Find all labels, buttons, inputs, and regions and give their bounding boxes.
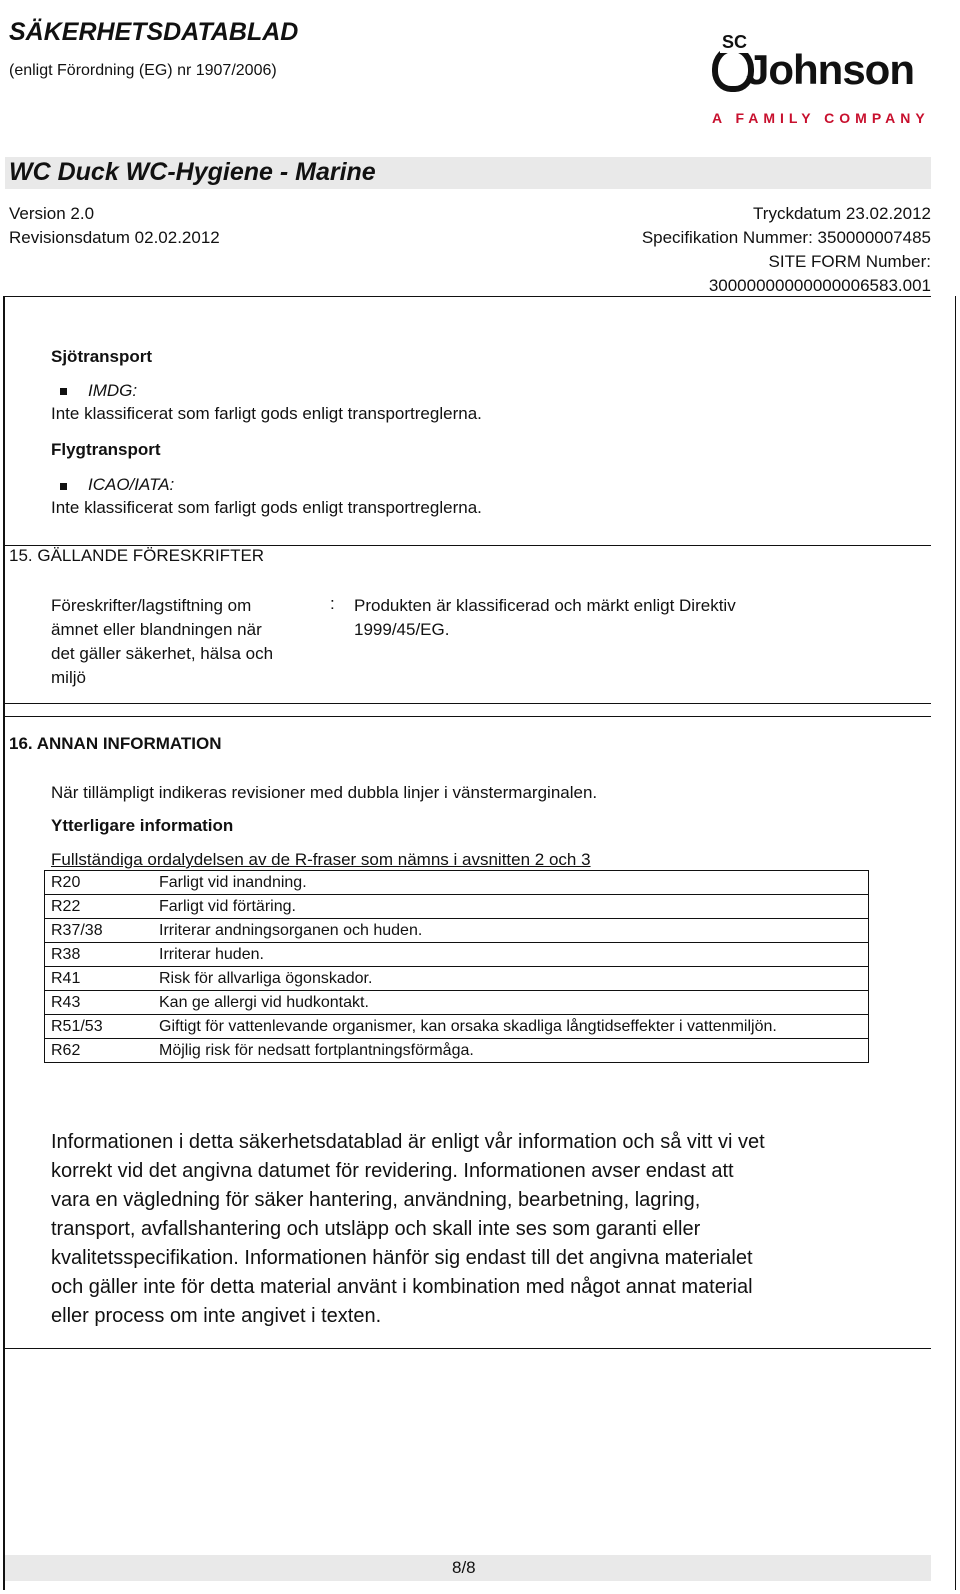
regulations-label (51, 594, 273, 690)
r-phrase-text: Irriterar andningsorganen och huden. (159, 922, 423, 939)
header-divider (3, 296, 931, 297)
product-name: WC Duck WC-Hygiene - Marine (9, 158, 376, 186)
disclaimer-line: transport, avfallshantering och utsläpp och skall inte ses som garanti eller (51, 1218, 701, 1240)
table-row (45, 895, 869, 919)
regulations-colon: : (330, 594, 335, 613)
section-16-divider (5, 716, 931, 717)
regulations-value (354, 594, 736, 642)
regulations-label-line: det gäller säkerhet, hälsa och (51, 644, 274, 663)
r-phrase-text: Farligt vid förtäring. (159, 898, 296, 915)
version: Version 2.0 (9, 204, 95, 223)
disclaimer-line: vara en vägledning för säker hantering, användning, bearbetning, lagring, (51, 1189, 701, 1211)
r-phrase-text: Farligt vid inandning. (159, 874, 307, 891)
regulations-label-line: ämnet eller blandningen när (51, 620, 262, 639)
regulations-label-line: Föreskrifter/lagstiftning om (51, 596, 252, 615)
specification-number: Specifikation Nummer: 350000007485 (641, 228, 931, 247)
end-divider (5, 1348, 931, 1349)
logo-sc-text: SC (722, 32, 748, 52)
revision-date: Revisionsdatum 02.02.2012 (9, 228, 220, 247)
icao-iata-label: ICAO/IATA: (88, 475, 175, 494)
table-row (45, 943, 869, 967)
r-phrase-code: R41 (51, 970, 81, 987)
imdg-text: Inte klassificerat som farligt gods enligt transportreglerna. (51, 404, 482, 423)
disclaimer (51, 1128, 765, 1331)
r-phrase-text: Möjlig risk för nedsatt fortplantningsförmåga. (159, 1042, 474, 1059)
table-row (45, 1015, 869, 1039)
site-form-label: SITE FORM Number: (768, 252, 931, 271)
r-phrases-table (44, 870, 869, 1063)
r-phrases-heading: Fullständiga ordalydelsen av de R-fraser som nämns i avsnitten 2 och 3 (51, 850, 591, 869)
imdg-label: IMDG: (88, 381, 138, 400)
sea-transport-heading: Sjötransport (51, 347, 153, 366)
regulations-value-line: Produkten är klassificerad och märkt enligt Direktiv (354, 596, 736, 615)
regulation-reference: (enligt Förordning (EG) nr 1907/2006) (9, 62, 277, 79)
table-row (45, 1039, 869, 1063)
disclaimer-line: Informationen i detta säkerhetsdatablad är enligt vår information och så vitt vi vet (51, 1131, 765, 1153)
disclaimer-line: korrekt vid det angivna datumet för revidering. Informationen avser endast att (51, 1160, 734, 1182)
site-form-number: 30000000000000006583.001 (708, 276, 931, 295)
r-phrase-code: R51/53 (51, 1018, 103, 1035)
r-phrase-text: Giftigt för vattenlevande organismer, kan orsaka skadliga långtidseffekter i vattenmiljön. (159, 1018, 777, 1035)
bullet-icon (60, 388, 67, 395)
r-phrase-code: R37/38 (51, 922, 103, 939)
section-16-heading: 16. ANNAN INFORMATION (9, 734, 222, 753)
table-row (45, 967, 869, 991)
section-15-heading: 15. GÄLLANDE FÖRESKRIFTER (9, 546, 265, 565)
revision-note: När tillämpligt indikeras revisioner med dubbla linjer i vänstermarginalen. (51, 783, 598, 802)
logo-brand-name: Johnson (746, 46, 914, 93)
document-title: SÄKERHETSDATABLAD (9, 18, 299, 46)
table-row (45, 871, 869, 895)
page-number: 8/8 (452, 1558, 476, 1577)
air-transport-heading: Flygtransport (51, 440, 161, 459)
r-phrase-code: R22 (51, 898, 81, 915)
more-info-heading: Ytterligare information (51, 816, 234, 835)
r-phrase-code: R43 (51, 994, 81, 1011)
disclaimer-line: kvalitetsspecifikation. Informationen hänför sig endast till det angivna materialet (51, 1247, 753, 1269)
table-row (45, 919, 869, 943)
r-phrase-text: Risk för allvarliga ögonskador. (159, 970, 373, 987)
bullet-icon (60, 483, 67, 490)
regulations-label-line: miljö (51, 668, 86, 687)
regulations-value-line: 1999/45/EG. (354, 620, 450, 639)
disclaimer-line: eller process om inte angivet i texten. (51, 1305, 382, 1327)
disclaimer-line: och gäller inte för detta material använt i kombination med något annat material (51, 1276, 753, 1298)
logo-tagline: A FAMILY COMPANY (712, 110, 930, 126)
section-16-divider-top (5, 703, 931, 704)
table-row (45, 991, 869, 1015)
print-date: Tryckdatum 23.02.2012 (753, 204, 931, 223)
frame-left-border (3, 296, 5, 1590)
r-phrase-text: Kan ge allergi vid hudkontakt. (159, 994, 369, 1011)
r-phrase-text: Irriterar huden. (159, 946, 264, 963)
icao-iata-text: Inte klassificerat som farligt gods enligt transportreglerna. (51, 498, 482, 517)
r-phrase-code: R20 (51, 874, 81, 891)
r-phrase-code: R62 (51, 1042, 81, 1059)
r-phrase-code: R38 (51, 946, 81, 963)
scjohnson-logo (712, 30, 932, 130)
frame-right-border (955, 296, 956, 1590)
